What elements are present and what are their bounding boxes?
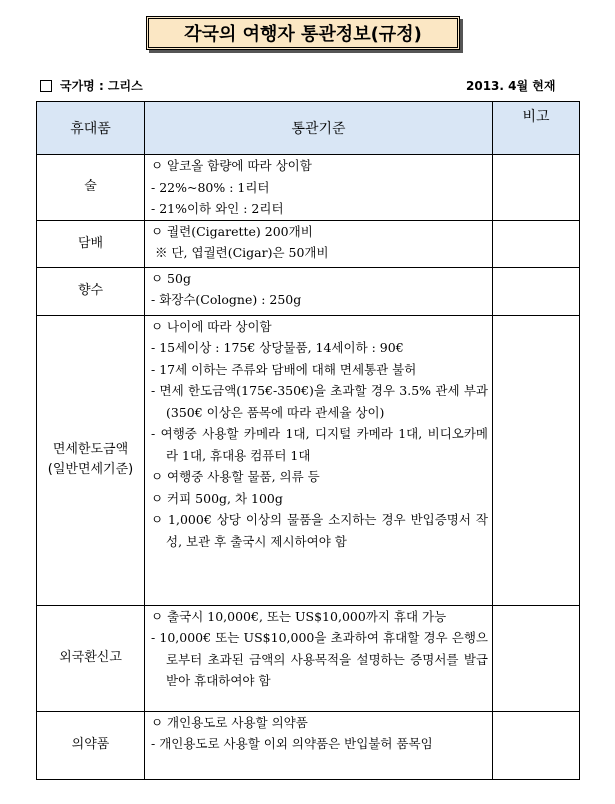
category-cell	[37, 155, 145, 221]
list-item: - 10,000€ 또는 US$10,000을 초과하여 휴대할 경우 은행으로부터 초과된 금액의 사용목적을 설명하는 증명서를 발급받아 휴대하여야 함	[151, 630, 488, 688]
table-row	[37, 155, 580, 221]
standard-cell	[145, 711, 493, 779]
standard-cell	[145, 315, 493, 605]
date-label: 2013. 4월 현재	[466, 79, 556, 93]
list-item: - 15세이상 : 175€ 상당물품, 14세이하 : 90€	[151, 340, 404, 355]
list-item: ㅇ 1,000€ 상당 이상의 물품을 소지하는 경우 반입증명서 작성, 보관 후 출국시 제시하여야 함	[151, 512, 488, 549]
list-item: - 17세 이하는 주류와 담배에 대해 면세통관 불허	[151, 361, 417, 377]
note-cell	[493, 315, 580, 605]
category-label: 의약품	[71, 737, 110, 752]
header-note: 비고	[493, 102, 580, 155]
category-cell	[37, 267, 145, 315]
table-row	[37, 711, 580, 779]
standard-cell	[145, 220, 493, 267]
table-row	[37, 605, 580, 711]
list-item: ㅇ 나이에 따라 상이함	[151, 318, 272, 334]
category-label: 담배	[77, 235, 104, 251]
category-sublabel: (일반면세기준)	[47, 462, 134, 477]
list-item: - 여행중 사용할 카메라 1대, 디지털 카메라 1대, 비디오카메라 1대, 휴대용 컴퓨터 1대	[151, 426, 488, 463]
country-label: 국가명 : 그리스	[60, 79, 143, 93]
list-item: - 화장수(Cologne) : 250g	[151, 292, 302, 307]
note-cell	[493, 155, 580, 221]
table-row	[37, 267, 580, 315]
list-item: ㅇ 알코올 함량에 따라 상이함	[151, 158, 312, 173]
list-item: - 21%이하 와인 : 2리터	[151, 201, 284, 216]
category-label: 향수	[77, 283, 104, 298]
standard-cell	[145, 267, 493, 315]
country-header	[40, 77, 143, 94]
category-label: 외국환신고	[59, 650, 122, 665]
standard-cell	[145, 605, 493, 711]
list-item: ㅇ 궐련(Cigarette) 200개비	[151, 223, 313, 239]
table-header-row	[37, 102, 580, 155]
category-label: 술	[84, 179, 97, 195]
list-item: - 22%~80% : 1리터	[151, 179, 270, 195]
category-cell	[37, 220, 145, 267]
note-cell	[493, 220, 580, 267]
category-cell	[37, 315, 145, 605]
list-item: ㅇ 개인용도로 사용할 의약품	[151, 714, 308, 730]
header-item: 휴대품	[37, 102, 145, 155]
list-item: ㅇ 여행중 사용할 물품, 의류 등	[151, 469, 320, 484]
list-item: ※ 단, 엽궐련(Cigar)은 50개비	[155, 245, 329, 260]
category-cell	[37, 711, 145, 779]
standard-cell	[145, 155, 493, 221]
list-item: ㅇ 출국시 10,000€, 또는 US$10,000까지 휴대 가능	[151, 608, 447, 624]
note-cell	[493, 267, 580, 315]
table-row	[37, 220, 580, 267]
checkbox-square-icon	[40, 80, 52, 92]
customs-table	[36, 101, 580, 780]
list-item: ㅇ 커피 500g, 차 100g	[151, 490, 283, 506]
table-row	[37, 315, 580, 605]
category-label: 면세한도금액	[52, 442, 129, 457]
category-cell	[37, 605, 145, 711]
document-title: 각국의 여행자 통관정보(규정)	[146, 16, 460, 50]
list-item: - 개인용도로 사용할 이외 의약품은 반입불허 품목임	[151, 736, 433, 751]
list-item: ㅇ 50g	[151, 270, 191, 286]
note-cell	[493, 605, 580, 711]
list-item: - 면세 한도금액(175€-350€)을 초과할 경우 3.5% 관세 부과(350€ 이상은 품목에 따라 관세율 상이)	[151, 383, 488, 420]
note-cell	[493, 711, 580, 779]
header-standard: 통관기준	[145, 102, 493, 155]
